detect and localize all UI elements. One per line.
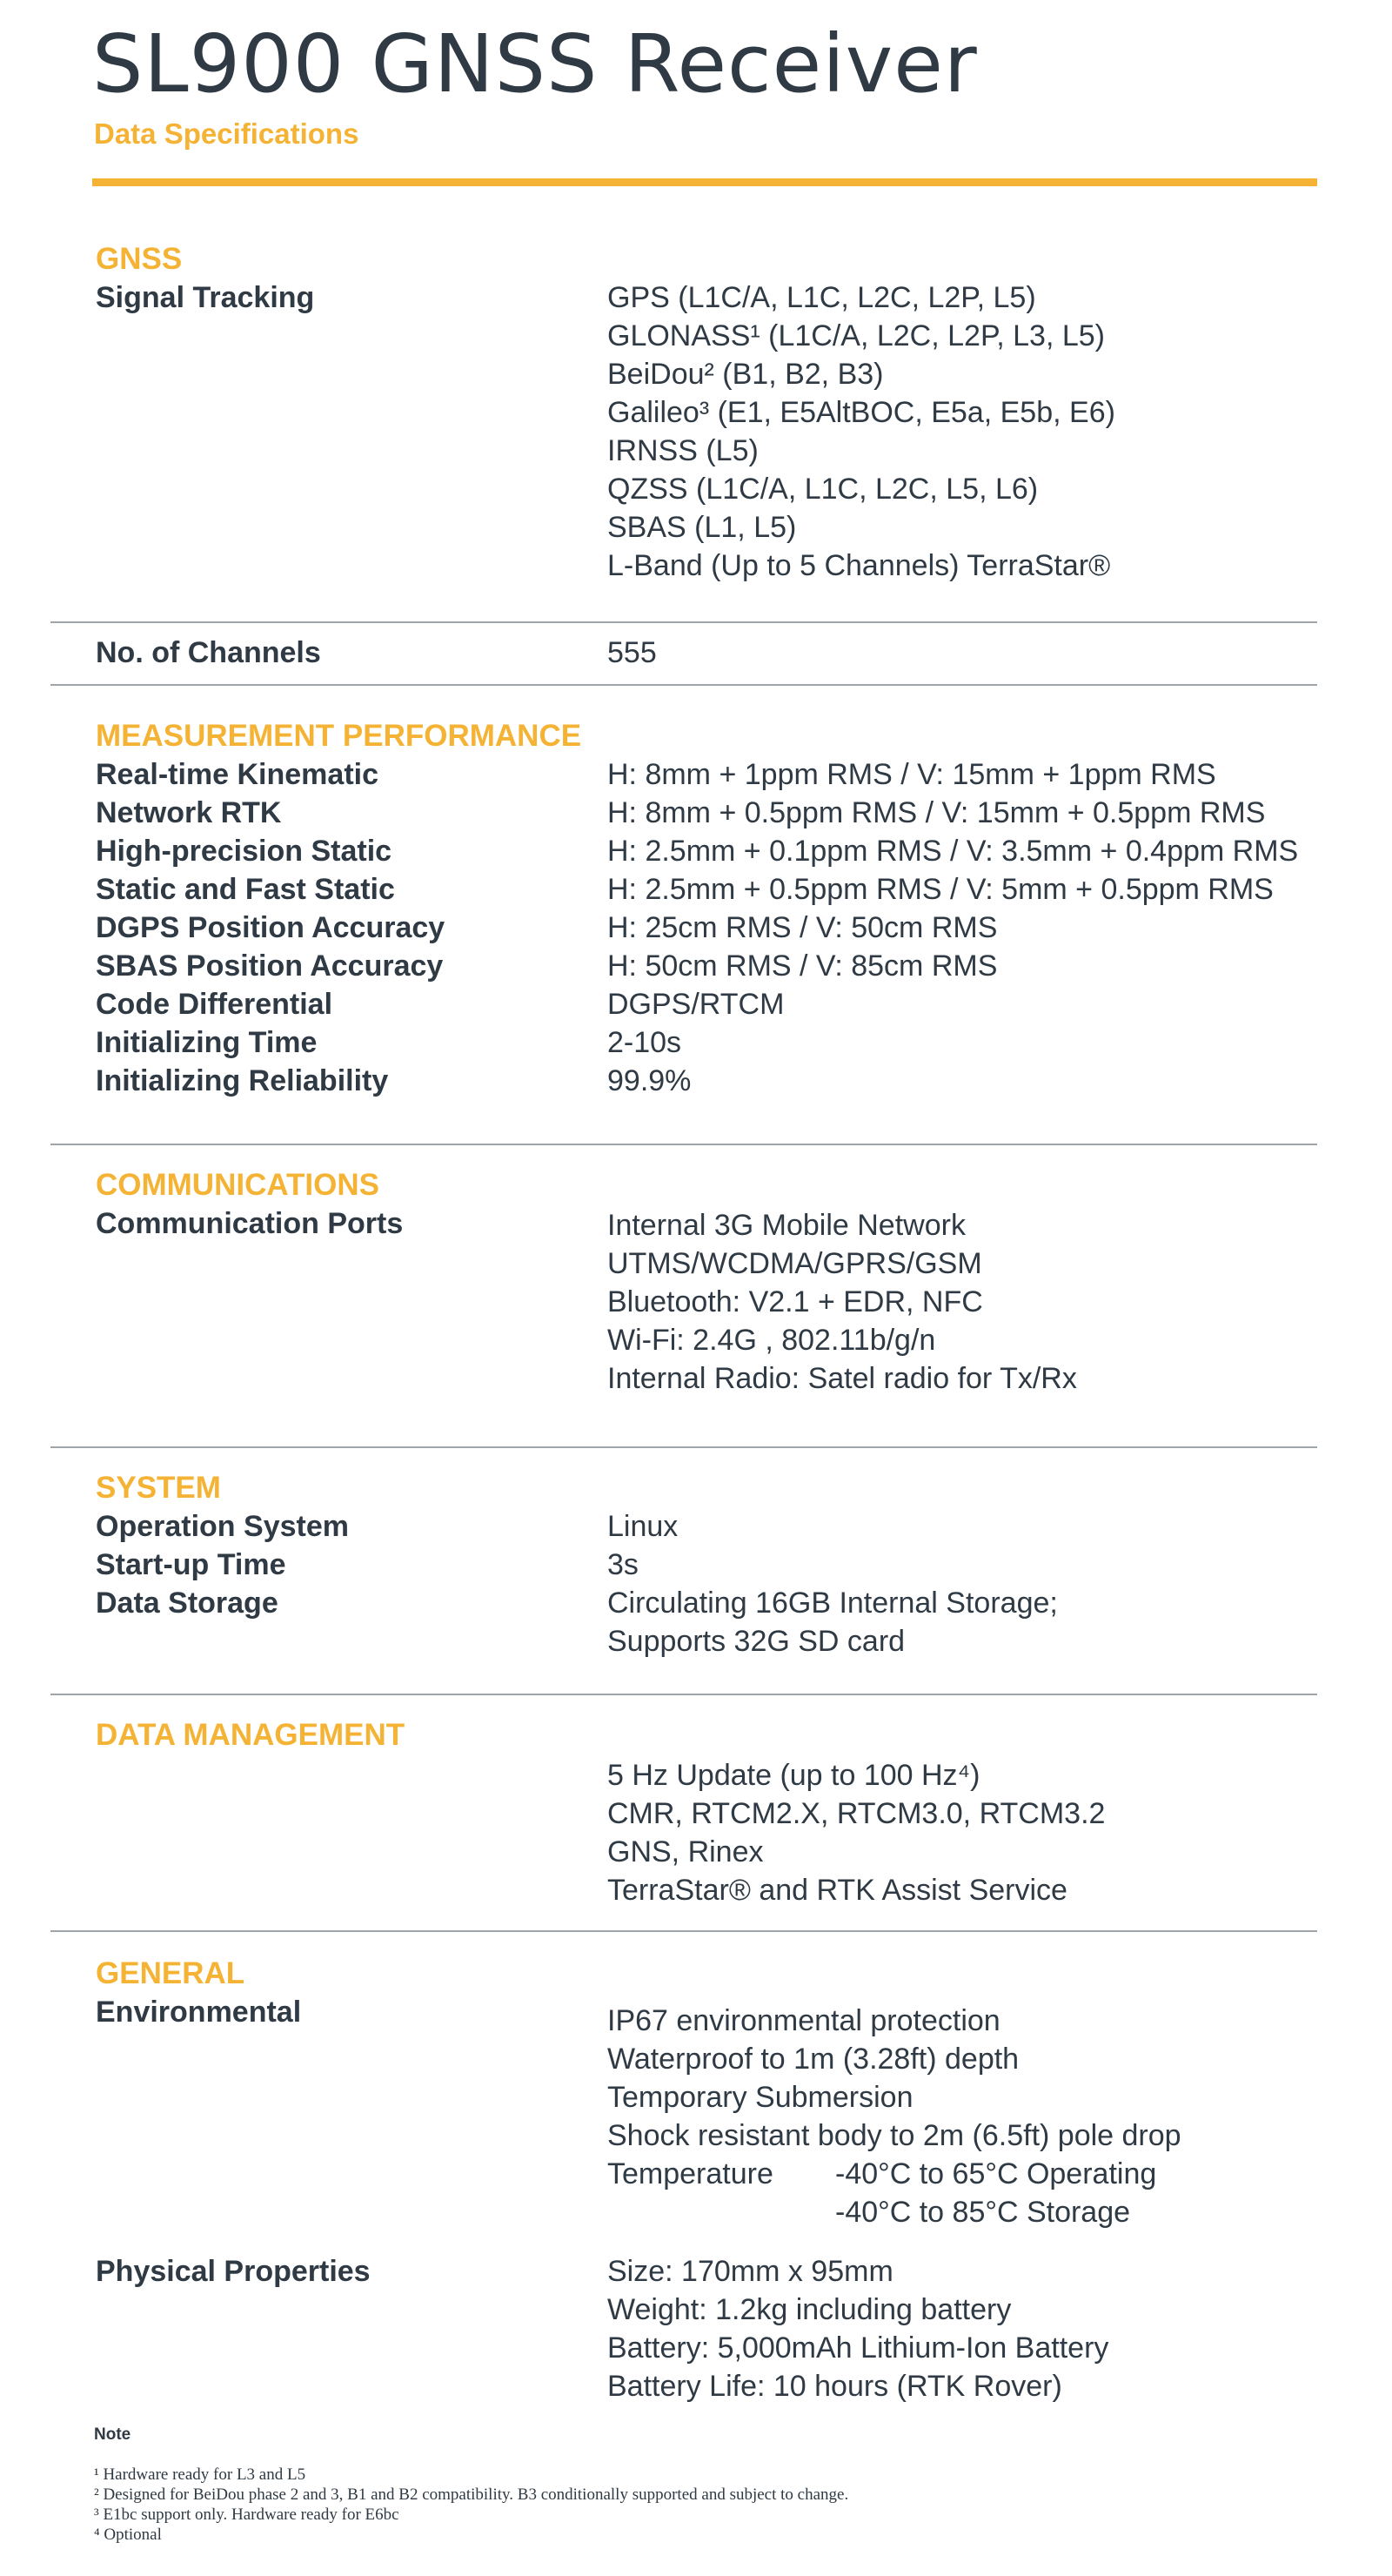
signal-value: GLONASS¹ (L1C/A, L2C, L2P, L3, L5) — [607, 319, 1105, 352]
measurement-label: SBAS Position Accuracy — [96, 949, 444, 983]
os-value: Linux — [607, 1510, 679, 1543]
measurement-value: DGPS/RTCM — [607, 988, 785, 1021]
footnote: ¹ Hardware ready for L3 and L5 — [94, 2465, 306, 2484]
data-management-value: 5 Hz Update (up to 100 Hz⁴) — [607, 1759, 980, 1792]
measurement-label: Code Differential — [96, 988, 333, 1021]
channels-value: 555 — [607, 636, 657, 669]
environmental-value: Shock resistant body to 2m (6.5ft) pole drop — [607, 2119, 1181, 2152]
communication-values — [607, 1206, 1077, 1398]
temperature-operating: -40°C to 65°C Operating — [835, 2157, 1157, 2190]
signal-tracking-values — [607, 278, 1115, 585]
label-signal-tracking: Signal Tracking — [96, 281, 315, 314]
signal-value: GPS (L1C/A, L1C, L2C, L2P, L5) — [607, 281, 1036, 314]
measurement-value: H: 50cm RMS / V: 85cm RMS — [607, 949, 998, 983]
measurement-label: DGPS Position Accuracy — [96, 911, 445, 944]
data-management-value: TerraStar® and RTK Assist Service — [607, 1874, 1067, 1907]
section-divider — [50, 684, 1317, 686]
measurement-value: H: 2.5mm + 0.5ppm RMS / V: 5mm + 0.5ppm RMS — [607, 873, 1274, 906]
section-divider — [50, 1930, 1317, 1932]
label-data-storage: Data Storage — [96, 1587, 278, 1620]
measurement-label: High-precision Static — [96, 835, 392, 868]
measurement-value: H: 2.5mm + 0.1ppm RMS / V: 3.5mm + 0.4ppm RMS — [607, 835, 1299, 868]
section-divider — [50, 1144, 1317, 1145]
measurement-value: H: 25cm RMS / V: 50cm RMS — [607, 911, 998, 944]
physical-value: Battery: 5,000mAh Lithium-Ion Battery — [607, 2331, 1109, 2365]
signal-value: BeiDou² (B1, B2, B3) — [607, 358, 884, 391]
measurement-label: Static and Fast Static — [96, 873, 395, 906]
storage-value: Circulating 16GB Internal Storage; — [607, 1587, 1058, 1620]
section-title-general: GENERAL — [96, 1956, 245, 1990]
label-physical-properties: Physical Properties — [96, 2255, 371, 2288]
signal-value: IRNSS (L5) — [607, 434, 759, 467]
storage-value: Supports 32G SD card — [607, 1625, 906, 1658]
section-title-communications: COMMUNICATIONS — [96, 1168, 379, 1202]
label-channels: No. of Channels — [96, 636, 321, 669]
section-title-gnss: GNSS — [96, 242, 183, 276]
environmental-value: Temporary Submersion — [607, 2081, 914, 2114]
communication-value: Wi-Fi: 2.4G , 802.11b/g/n — [607, 1324, 936, 1357]
footnotes — [94, 2465, 848, 2545]
communication-value: Internal 3G Mobile Network — [607, 1209, 966, 1242]
data-management-value: CMR, RTCM2.X, RTCM3.0, RTCM3.2 — [607, 1797, 1106, 1830]
data-management-value: GNS, Rinex — [607, 1835, 764, 1868]
label-startup-time: Start-up Time — [96, 1548, 286, 1581]
section-title-measurement: MEASUREMENT PERFORMANCE — [96, 719, 582, 753]
signal-value: L-Band (Up to 5 Channels) TerraStar® — [607, 549, 1111, 582]
page-subtitle: Data Specifications — [94, 117, 359, 150]
temperature-storage: -40°C to 85°C Storage — [835, 2196, 1131, 2229]
accent-rule — [92, 178, 1317, 186]
label-communication-ports: Communication Ports — [96, 1207, 404, 1240]
startup-value: 3s — [607, 1548, 639, 1581]
communication-value: UTMS/WCDMA/GPRS/GSM — [607, 1247, 982, 1280]
note-title: Note — [94, 2425, 131, 2444]
label-operation-system: Operation System — [96, 1510, 349, 1543]
temperature-label: Temperature — [607, 2157, 773, 2190]
measurement-value: 99.9% — [607, 1064, 692, 1097]
measurement-value: 2-10s — [607, 1026, 682, 1059]
measurement-label: Initializing Reliability — [96, 1064, 389, 1097]
footnote: ³ E1bc support only. Hardware ready for E6bc — [94, 2506, 399, 2524]
environmental-values — [607, 2002, 1181, 2231]
temperature-row — [607, 2193, 1181, 2231]
physical-value: Size: 170mm x 95mm — [607, 2255, 893, 2288]
measurement-label: Initializing Time — [96, 1026, 318, 1059]
environmental-value: Waterproof to 1m (3.28ft) depth — [607, 2043, 1020, 2076]
section-divider — [50, 1694, 1317, 1695]
signal-value: QZSS (L1C/A, L1C, L2C, L5, L6) — [607, 473, 1039, 506]
section-divider — [50, 621, 1317, 623]
environmental-value: IP67 environmental protection — [607, 2004, 1000, 2037]
communication-value: Internal Radio: Satel radio for Tx/Rx — [607, 1362, 1077, 1395]
temperature-row — [607, 2155, 1181, 2193]
section-title-system: SYSTEM — [96, 1471, 221, 1505]
section-title-data-management: DATA MANAGEMENT — [96, 1718, 405, 1752]
communication-value: Bluetooth: V2.1 + EDR, NFC — [607, 1285, 983, 1318]
data-management-values — [607, 1756, 1105, 1909]
physical-value: Battery Life: 10 hours (RTK Rover) — [607, 2370, 1062, 2403]
signal-value: SBAS (L1, L5) — [607, 511, 797, 544]
physical-values — [607, 2252, 1108, 2405]
signal-value: Galileo³ (E1, E5AltBOC, E5a, E5b, E6) — [607, 396, 1115, 429]
measurement-value: H: 8mm + 1ppm RMS / V: 15mm + 1ppm RMS — [607, 758, 1216, 791]
footnote: ⁴ Optional — [94, 2526, 162, 2544]
measurement-label: Real-time Kinematic — [96, 758, 378, 791]
footnote: ² Designed for BeiDou phase 2 and 3, B1 and B2 compatibility. B3 conditionally supported and subject to change. — [94, 2485, 849, 2504]
measurement-value: H: 8mm + 0.5ppm RMS / V: 15mm + 0.5ppm RMS — [607, 796, 1266, 829]
page-title: SL900 GNSS Receiver — [92, 17, 978, 111]
physical-value: Weight: 1.2kg including battery — [607, 2293, 1012, 2326]
measurement-label: Network RTK — [96, 796, 282, 829]
section-divider — [50, 1446, 1317, 1448]
label-environmental: Environmental — [96, 1996, 302, 2029]
